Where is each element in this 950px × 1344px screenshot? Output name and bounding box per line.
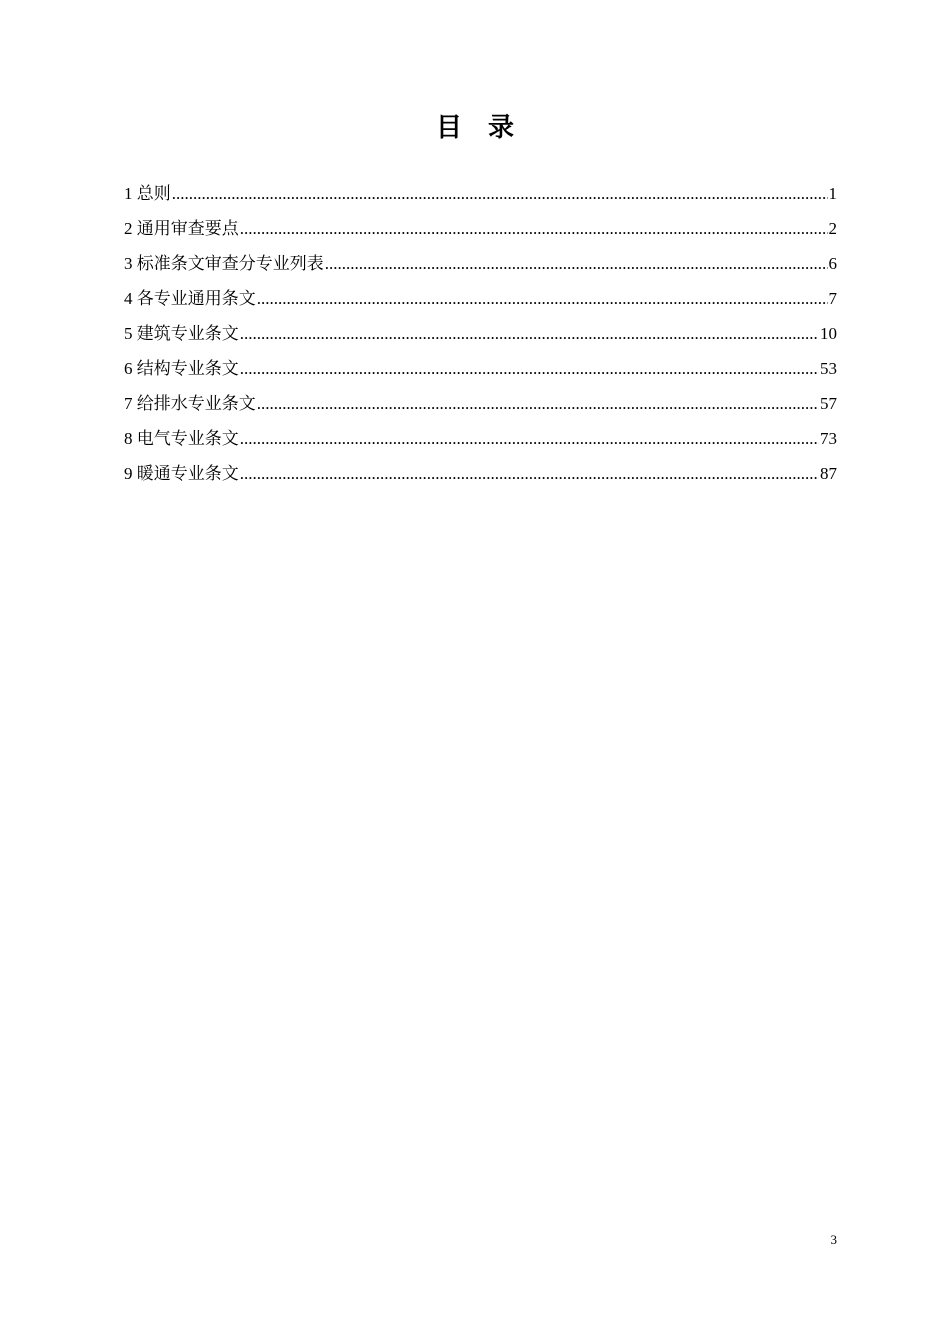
toc-entry-label: 2 通用审查要点 (124, 219, 239, 238)
toc-entry[interactable] (124, 351, 837, 386)
toc-entry-label: 8 电气专业条文 (124, 429, 239, 448)
toc-entry-label: 3 标准条文审查分专业列表 (124, 254, 324, 273)
toc-entry-label: 4 各专业通用条文 (124, 289, 256, 308)
page-number: 3 (830, 1232, 837, 1247)
toc-dot-leader (240, 211, 828, 246)
toc-entry[interactable] (124, 281, 837, 316)
toc-entry[interactable] (124, 246, 837, 281)
toc-dot-leader (257, 386, 819, 421)
toc-entry-page: 1 (828, 184, 837, 203)
toc-entry[interactable] (124, 176, 837, 211)
toc-entry-page: 6 (828, 254, 837, 273)
toc-entry-label: 5 建筑专业条文 (124, 324, 239, 343)
toc-entry-label: 7 给排水专业条文 (124, 394, 256, 413)
toc-dot-leader (325, 246, 828, 281)
toc-entry-page: 57 (820, 394, 837, 413)
toc-entry-page: 2 (828, 219, 837, 238)
toc-entry[interactable] (124, 386, 837, 421)
toc-dot-leader (240, 351, 819, 386)
toc-entry-page: 10 (820, 324, 837, 343)
toc-entry[interactable] (124, 421, 837, 456)
toc-entry-label: 6 结构专业条文 (124, 359, 239, 378)
toc-dot-leader (240, 456, 819, 491)
toc-entry-label: 9 暖通专业条文 (124, 464, 239, 483)
toc-entry-page: 7 (828, 289, 837, 308)
toc-list (124, 176, 837, 491)
toc-entry-page: 87 (820, 464, 837, 483)
toc-entry-page: 73 (820, 429, 837, 448)
toc-dot-leader (240, 421, 819, 456)
toc-dot-leader (257, 281, 828, 316)
toc-entry[interactable] (124, 456, 837, 491)
toc-dot-leader (172, 176, 828, 211)
toc-entry-label: 1 总则 (124, 184, 171, 203)
toc-entry-page: 53 (820, 359, 837, 378)
toc-entry[interactable] (124, 211, 837, 246)
toc-dot-leader (240, 316, 819, 351)
toc-title: 目录 (435, 113, 540, 143)
toc-entry[interactable] (124, 316, 837, 351)
